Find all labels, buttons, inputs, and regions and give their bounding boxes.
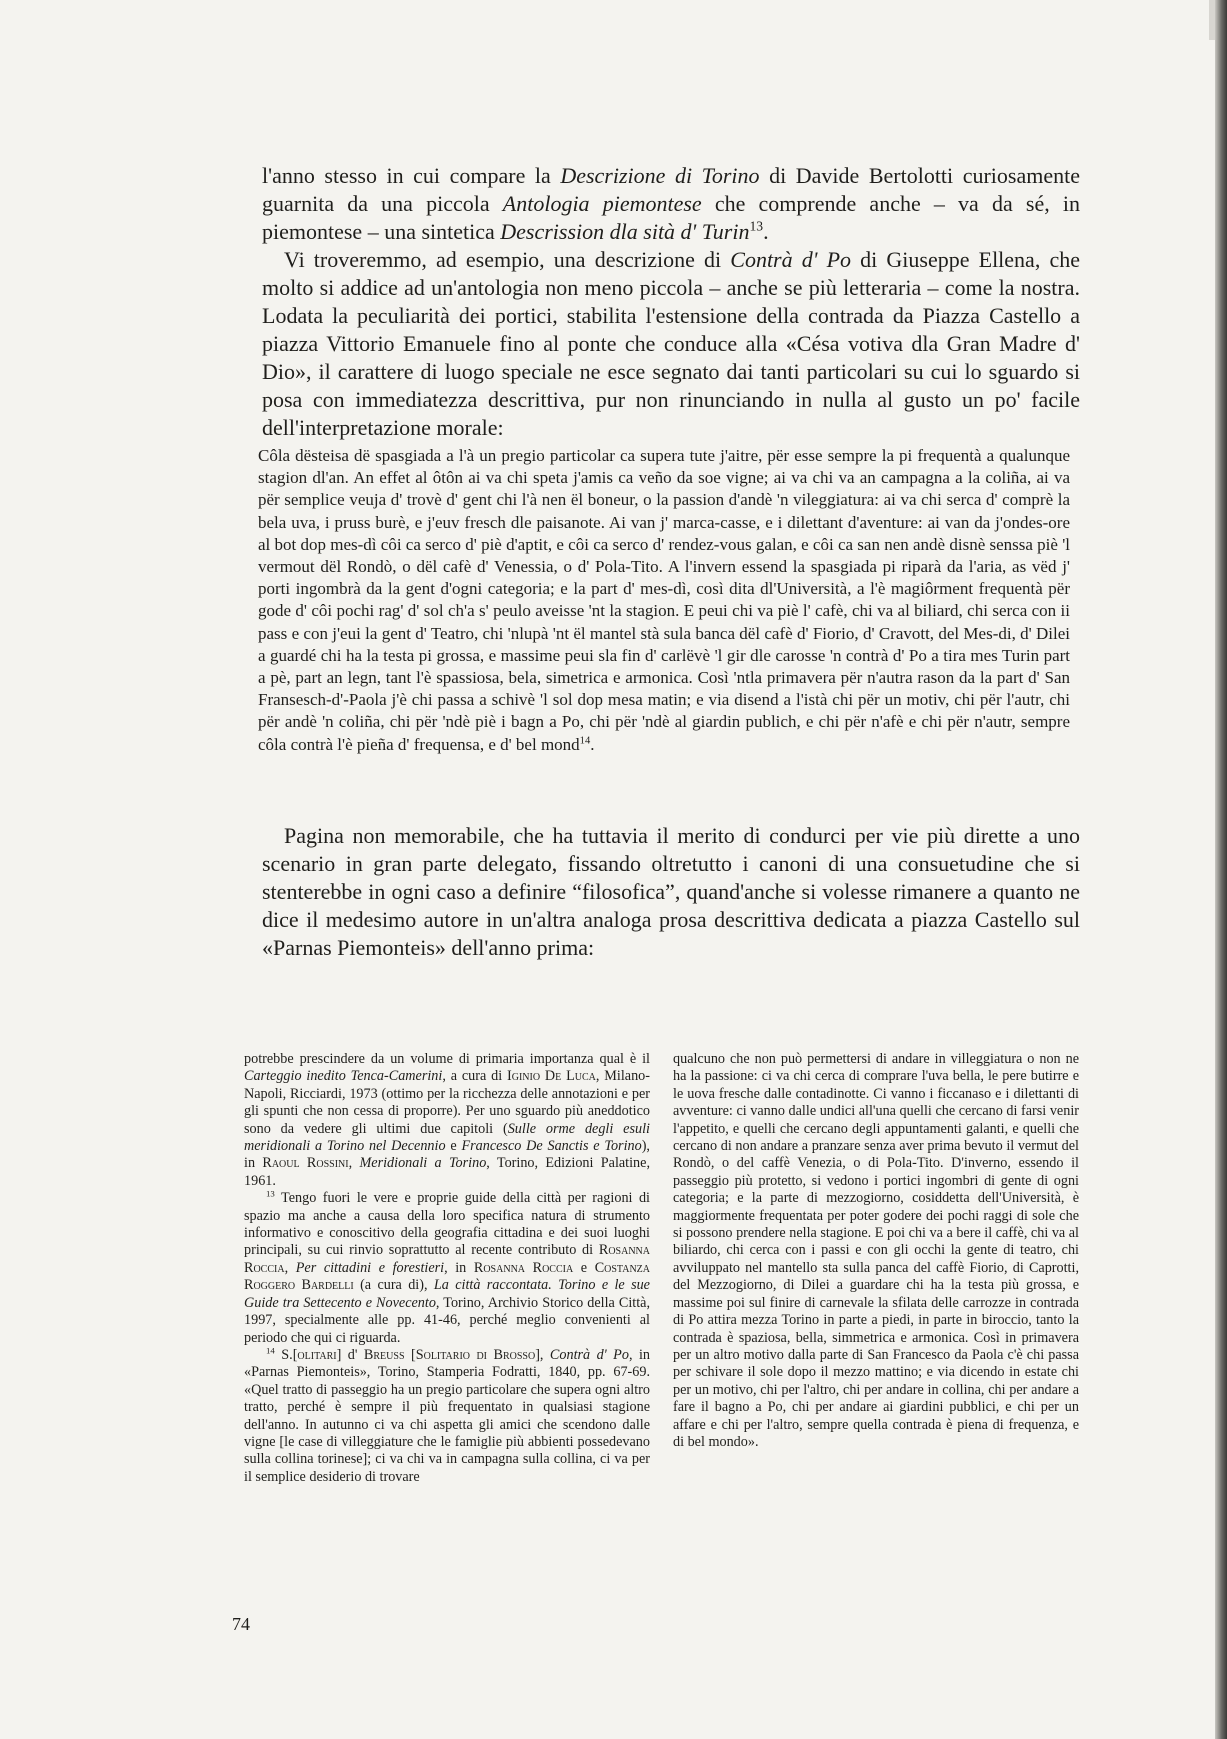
book-title-descrizione: Descrizione di Torino [560,163,760,188]
footnote-continuation: potrebbe prescindere da un volume di primaria importanza qual è il Carteggio inedito Tenca-Camerini, a cura di Iginio De Luca, Milano-Napoli, Ricciardi, 1973 (ottimo per la ricchezza delle annotazioni e per gli spunti che non cessa di proporre). Per uno sguardo più aneddotico sono da vedere gli ultimi due capitoli (Sulle orme degli esuli meridionali a Torino nel Decennio e Francesco De Sanctis e Torino), in Raoul Rossini, Meridionali a Torino, Torino, Edizioni Palatine, 1961. [244,1051,650,1189]
closing-text [262,822,1080,962]
book-title-descrission: Descrission dla sità d' Turin [500,219,750,244]
intro-paragraph: l'anno stesso in cui compare la Descrizione di Torino di Davide Bertolotti curiosamente guarnita da una piccola Antologia piemontese che comprende anche – va da sé, in piemontese – una sintetica Descrission dla sità d' Turin$^{13}$. [262,163,1080,244]
closing-paragraph: Pagina non memorabile, che ha tuttavia il merito di condurci per vie più dirette a uno scenario in gran parte delegato, fissando oltretutto i canoni di una consuetudine che si stenterebbe in ogni caso a definire “filosofica”, quand'anche si volesse rimanere a quanto ne dice il medesimo autore in un'altra analoga prosa descrittiva dedicata a piazza Castello sul «Parnas Piemonteis» dell'anno prima: [262,823,1080,960]
main-body-text [262,162,1080,442]
footnote-number-14: 14 [266,1345,275,1356]
footnote-13: $^{13}$ Tengo fuori le vere e proprie guide della città per ragioni di spazio ma anche a causa della loro specifica natura di strumento informativo e conoscitivo della geografia cittadina e dei suoi luoghi principali, su cui rinvio soprattutto al recente contributo di Rosanna Roccia, Per cittadini e forestieri, in Rosanna Roccia e Costanza Roggero Bardelli (a cura di), La città raccontata. Torino e le sue Guide tra Settecento e Novecento, Torino, Archivio Storico della Città, 1997, specialmente alle pp. 41-46, perché meglio convenienti al periodo che qui ci riguarda. [244,1188,651,1346]
page-corner [1209,0,1215,40]
footnote-14: $^{14}$ S.[olitari] d' Breuss [Solitario di Brosso], Contrà d' Po, in «Parnas Piemonteis», Torino, Stamperia Fodratti, 1840, pp. 67-69. «Quel tratto di passeggio ha un pregio particolare che supera ogni altro tratto, perché è sempre il più frequentato in qualsiasi stagione dell'anno. In autunno ci va chi aspetta gli amici che scendono dalle vigne [le case di villeggiature che le famiglie più abbienti possedevano sulla collina torinese]; ci va chi va in campagna sulla collina, ci va per il semplice desiderio di trovare [244,1345,650,1485]
footnotes-right-column [673,1051,1079,1451]
footnotes-left-column [244,1051,650,1486]
block-quote: Côla dësteisa dë spasgiada a l'à un pregio particolar ca supera tute j'aitre, për esse sempre la pi frequentà a qualunque stagion dl'an. An effet al ôtôn ai va chi speta j'amis ca veño da soe vigne; ai va chi va an campagna a la coliña, ai va për semplice veuja d' trovè d' gent chi l'à nen ël boneur, o la passion d'andè 'n vileggiatura: ai va chi serca d' comprè la bela uva, i pruss burè, e j'euv fresch dle paisanote. Ai van j' marca-casse, e i dilettant d'aventure: ai van da j'ondes-ore al bot dop mes-dì côi ca serco d' piè d'aptit, e côi ca serco d' rendez-vous galan, e côi ca san nen andè disnè senssa piè 'l vermout dël Rondò, o dël cafè d' Venessia, o d' Pola-Tito. A l'invern essend la spasgiada pi riparà da l'aria, as vëd j' porti ingombrà da la gent d'ogni categoria; e la part d' mes-dì, così dita dl'Università, a l'è magiôrment frequentà për gode d' côi pochi rag' d' sol ch'a s' peulo aveisse 'nt la stagion. E peui chi va piè l' cafè, chi va al biliard, chi serca con ii pass e con j'eui la gent d' Teatro, chi 'nlupà 'nt ël mantel stà sula banca dël cafè d' Fiorio, d' Cravott, del Mes-di, d' Dilei a guardé chi ha la testa pi grossa, e massime peui sla fin d' carlëvè 'l gir dle carosse 'n contrà d' Po a tira mes Turin part a pè, part an legn, tant l'è spassiosa, bela, simetrica e armonica. Così 'ntla primavera për n'autra rason da la part d' San Fransesch-d'-Paola j'è chi passa a schivè 'l sol dop mesa matin; e via disend a l'istà chi për un motiv, chi për l'autr, chi për andè 'n coliña, chi për 'ndè piè i bagn a Po, chi për 'ndè al giardin publich, e chi për n'afè e chi për n'autr, sempre côla contrà l'è pieña d' frequensa, e d' bel mond$^{14}$. [258,446,1070,754]
book-title-contra-d-po: Contrà d' Po [730,247,852,272]
footnote-14-continued: qualcuno che non può permettersi di andare in villeggiatura o non ne ha la passione: ci va chi cerca di comprare l'uva bella, le pere butirre e le uova fresche dalle contadinotte. Ci vanno i ficcanaso e i dilettanti di avventure: ci vanno dalle undici all'una quelli che cercano di farsi venir l'appetito, e quelli che cercano degli appuntamenti galanti, e quelli che cercano di non andare a pranzare senza aver prima bevuto il vermut del Rondò, o del caffè Venezia, o di Pola-Tito. D'inverno, essendo il passeggio più protetto, si vedono i portici ingombri di gente di ogni categoria; e la parte di mezzogiorno, cosiddetta dell'Università, è maggiormente frequentata per poter godere dei pochi raggi di sole che si possono prendere nella stagione. E poi chi va a bere il caffè, chi va al biliardo, chi cerca con i passi e con gli occhi la gente di teatro, chi avviluppato nel mantello sta sulla panca del caffè Fiorio, di Caprotti, del Mezzogiorno, di Dilei a guardare chi ha la testa più grossa, e massime poi sul finire di carnevale la sfilata delle carrozze in contrada di Po attira mezza Torino in parte a piedi, in parte in biroccio, tanto la contrada è spaziosa, bella, simmetrica e armonica. Così in primavera per un altro motivo dalla parte di San Francesco da Paola c'è chi passa per schivare il sole dopo il mezzo mattino; e via dicendo in estate chi per un motivo, chi per l'altro, chi per andare in collina, chi per andare a fare il bagno a Po, chi per andare ai giardini pubblici, e chi per un affare e chi per l'altro, sempre quella contrada è piena di frequenza, e di bel mondo». [673,1051,1079,1450]
footnote-ref-14: 14 [579,734,591,746]
body-paragraph: Vi troveremmo, ad esempio, una descrizione di Contrà d' Po di Giuseppe Ellena, che molto si addice ad un'antologia non meno piccola – anche se più letteraria – come la nostra. Lodata la peculiarità dei portici, stabilita l'estensione della contrada da Piazza Castello a piazza Vittorio Emanuele fino al ponte che conduce alla «Césa votiva dla Gran Madre d' Dio», il carattere di luogo speciale ne esce segnato dai tanti particolari su cui lo sguardo si posa con immediatezza descrittiva, pur non rinunciando in nulla al gusto un po' facile dell'interpretazione morale: [262,247,1080,440]
footnote-ref-13: 13 [749,218,764,234]
page-binding-edge [1215,0,1227,1739]
footnote-number-13: 13 [266,1188,275,1199]
book-title-antologia: Antologia piemontese [502,191,702,216]
page-number: 74 [232,1614,250,1634]
